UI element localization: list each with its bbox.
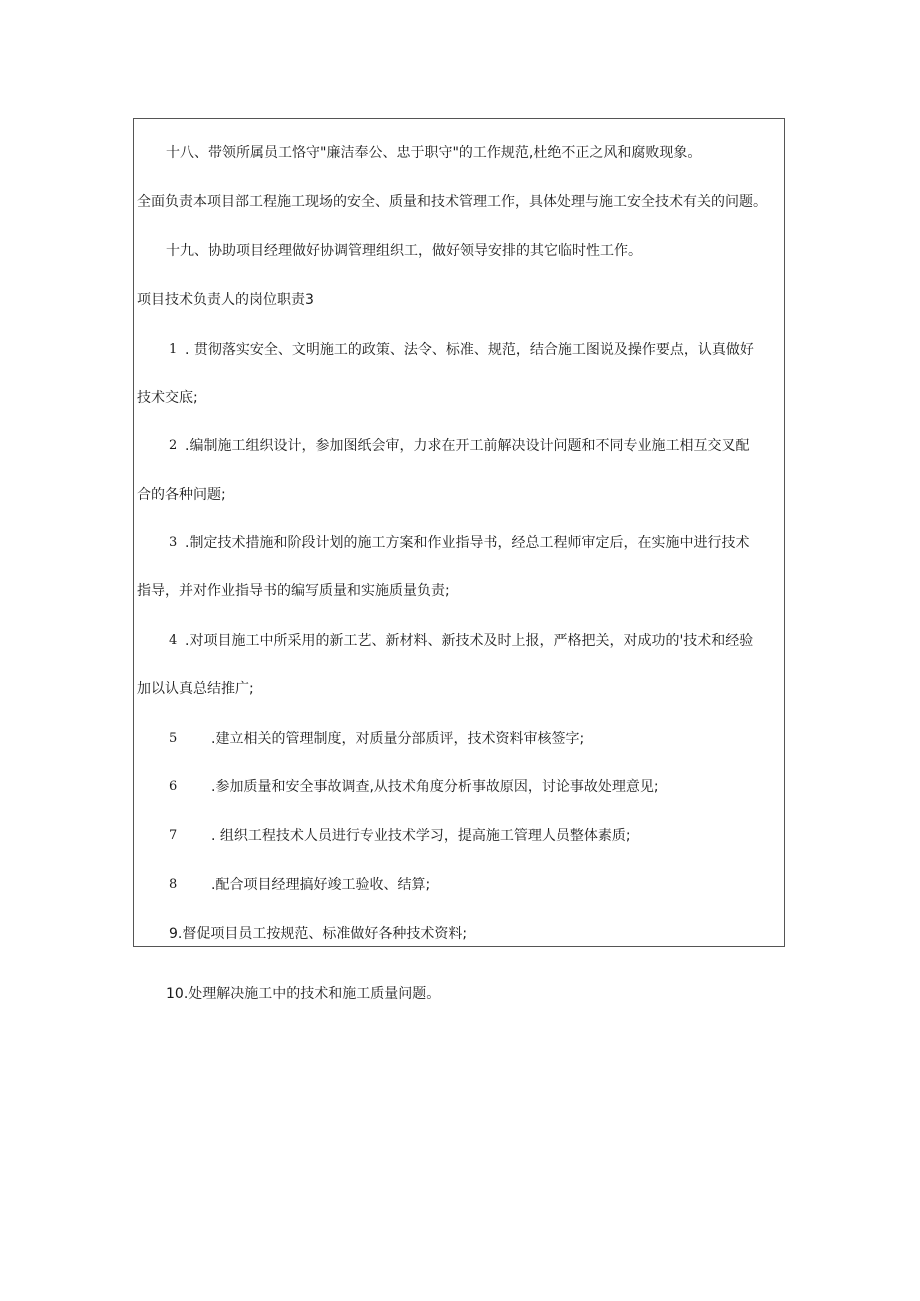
duty-text: .配合项目经理搞好竣工验收、结算; <box>211 877 431 893</box>
duty-number: 4 <box>169 633 178 648</box>
duty-number: 3 <box>169 535 178 550</box>
duty-number: 7 <box>169 828 178 843</box>
duty-text-continued: 指导，并对作业指导书的编写质量和实施质量负责; <box>137 583 450 599</box>
duty-text: .编制施工组织设计，参加图纸会审，力求在开工前解决设计问题和不同专业施工相互交叉配 <box>185 438 750 454</box>
duty-number: 6 <box>169 779 178 794</box>
item-18: 十八、带领所属员工恪守"廉洁奉公、忠于职守"的工作规范,杜绝不正之风和腐败现象。 <box>166 145 702 161</box>
duty-text-continued: 技术交底; <box>137 390 198 406</box>
responsibility-line: 全面负责本项目部工程施工现场的安全、质量和技术管理工作，具体处理与施工安全技术有关的问题。 <box>137 194 767 210</box>
duty-text: . 组织工程技术人员进行专业技术学习，提高施工管理人员整体素质; <box>211 828 631 844</box>
item-19: 十九、协助项目经理做好协调管理组织工，做好领导安排的其它临时性工作。 <box>166 243 642 259</box>
duty-number: 5 <box>169 731 178 746</box>
duty-text: .建立相关的管理制度，对质量分部质评，技术资料审核签字; <box>211 731 585 747</box>
item-9: 9.督促项目员工按规范、标准做好各种技术资料; <box>169 926 468 942</box>
duty-text-continued: 合的各种问题; <box>137 487 226 503</box>
duty-number: 8 <box>169 877 178 892</box>
item-10: 10.处理解决施工中的技术和施工质量问题。 <box>166 986 441 1002</box>
duty-text: .制定技术措施和阶段计划的施工方案和作业指导书，经总工程师审定后，在实施中进行技术 <box>185 535 750 551</box>
duty-number: 2 <box>169 438 178 453</box>
duty-text: .参加质量和安全事故调查,从技术角度分析事故原因，讨论事故处理意见; <box>211 779 659 795</box>
section-heading: 项目技术负责人的岗位职责3 <box>137 292 314 308</box>
duty-text: . 贯彻落实安全、文明施工的政策、法令、标准、规范，结合施工图说及操作要点，认真做好 <box>185 342 754 358</box>
duty-text-continued: 加以认真总结推广; <box>137 681 254 697</box>
duty-text: .对项目施工中所采用的新工艺、新材料、新技术及时上报，严格把关，对成功的'技术和经验 <box>185 633 754 649</box>
duty-number: 1 <box>169 342 178 357</box>
